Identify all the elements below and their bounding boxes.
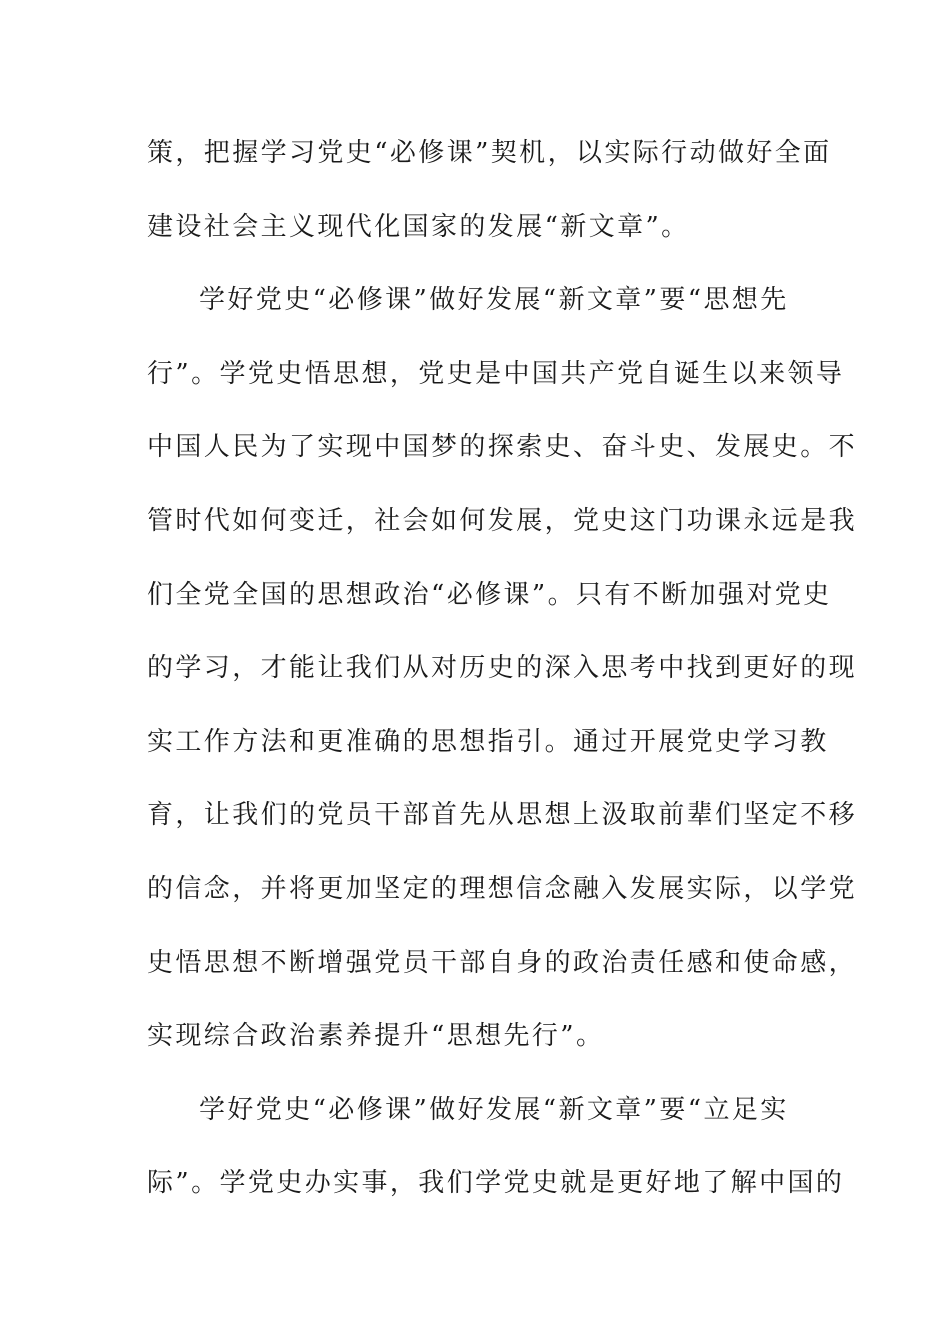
text-line: 中国人民为了实现中国梦的探索史、奋斗史、发展史。不 (147, 432, 858, 463)
text-line: 行”。学党史悟思想，党史是中国共产党自诞生以来领导 (147, 358, 845, 389)
text-line: 策，把握学习党史“必修课”契机，以实际行动做好全面 (147, 138, 832, 168)
text-line: 育，让我们的党员干部首先从思想上汲取前辈们坚定不移 (147, 800, 858, 831)
text-line: 建设社会主义现代化国家的发展“新文章”。 (147, 211, 690, 242)
text-line: 的学习，才能让我们从对历史的深入思考中找到更好的现 (147, 653, 858, 684)
text-line: 管时代如何变迁，社会如何发展，党史这门功课永远是我 (147, 505, 858, 536)
paragraph-start-line: 学好党史“必修课”做好发展“新文章”要“思想先 (199, 285, 789, 316)
text-line: 实现综合政治素养提升“思想先行”。 (147, 1021, 605, 1052)
paragraph-start-line: 学好党史“必修课”做好发展“新文章”要“立足实 (199, 1094, 789, 1125)
text-line: 际”。学党史办实事，我们学党史就是更好地了解中国的 (147, 1168, 845, 1199)
document-body (147, 128, 858, 1232)
text-line: 史悟思想不断增强党员干部自身的政治责任感和使命感， (147, 947, 858, 978)
text-line: 实工作方法和更准确的思想指引。通过开展党史学习教 (147, 726, 829, 757)
text-line: 们全党全国的思想政治“必修课”。只有不断加强对党史 (147, 579, 832, 610)
text-line: 的信念，并将更加坚定的理想信念融入发展实际，以学党 (147, 873, 858, 904)
